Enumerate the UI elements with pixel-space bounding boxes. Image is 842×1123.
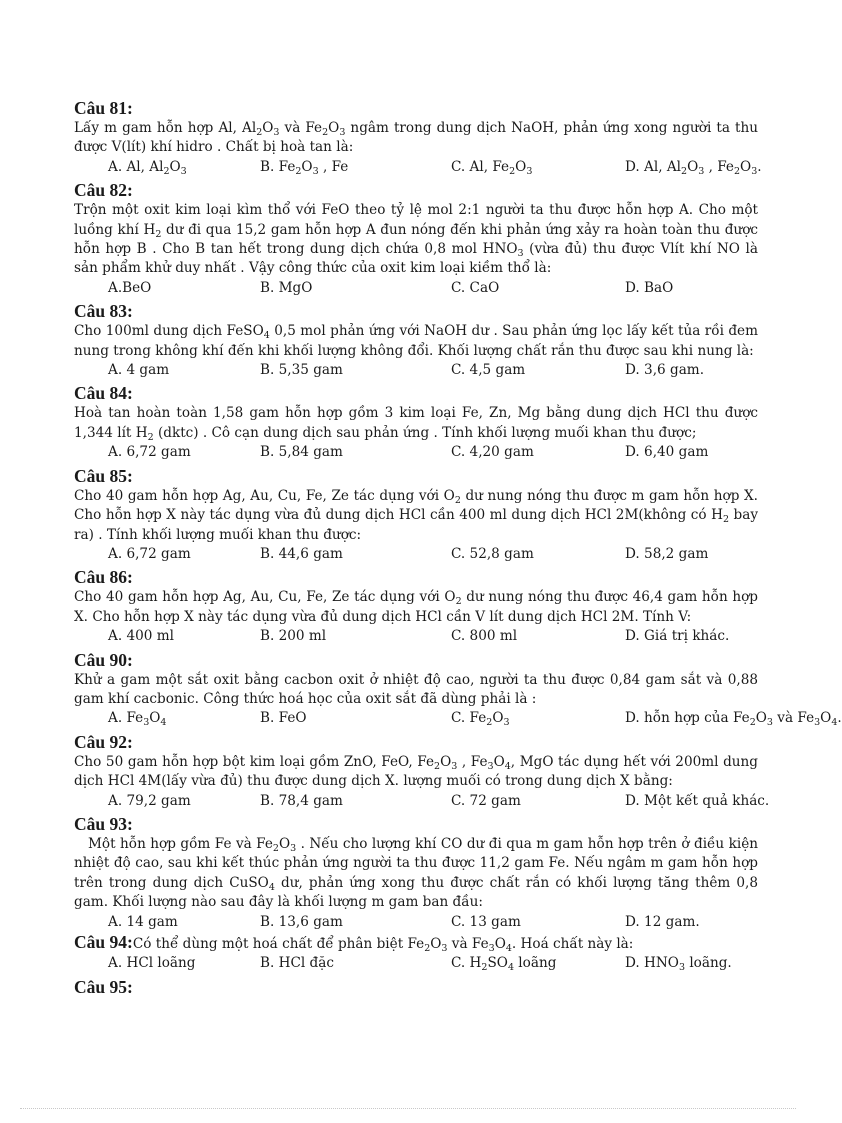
answer-option: B. 5,84 gam — [260, 444, 343, 461]
question-heading: Câu 90: — [74, 649, 133, 670]
answer-option: A. $Fe_3O_4$ — [108, 710, 167, 729]
answer-options — [108, 545, 758, 564]
question-heading: Câu 94: — [74, 932, 133, 952]
answer-option: D. hỗn hợp của $Fe_2O_3$ và $Fe_3O_4$. — [625, 710, 842, 729]
answer-option: A. 4 gam — [108, 362, 170, 379]
answer-option: D. 12 gam. — [625, 913, 700, 930]
question-text: Có thể dùng một hoá chất để phân biệt $Fe_2O_3$ và $Fe_3O_4$. Hoá chất này là: — [132, 936, 634, 954]
answer-option: D. Al, $Al_2O_3$ , $Fe_2O_3$. — [625, 158, 762, 177]
answer-option: C. 13 gam — [451, 913, 521, 930]
answer-option: B. 5,35 gam — [260, 362, 343, 379]
answer-options — [108, 443, 758, 462]
page-bottom-rule — [20, 1108, 796, 1109]
question-85 — [74, 466, 758, 565]
answer-option: B. FeO — [260, 710, 307, 727]
question-84 — [74, 383, 758, 462]
question-92 — [74, 731, 770, 811]
answer-option: D. BaO — [625, 279, 674, 296]
question-86 — [74, 567, 758, 646]
question-text: Cho 100ml dung dịch FeSO$_4$ 0,5 mol phản ứng với NaOH dư . Sau phản ứng lọc lấy kết tủa rồi đem nung trong không khí đến khi khối lượng không đổi. Khối lượng chất rắn thu được sau khi nung là: — [74, 323, 758, 359]
question-text: Một hỗn hợp gồm Fe và $Fe_2O_3$ . Nếu cho lượng khí CO dư đi qua m gam hỗn hợp trên ở điều kiện nhiệt độ cao, sau khi kết thúc phản ứng người ta thu được 11,2 gam Fe. Nếu ngâm m gam hỗn hợp trên trong dung dịch CuSO$_4$ dư, phản ứng xong thu được chất rắn có khối lượng tăng thêm 0,8 gam. Khối lượng nào sau đây là khối lượng m gam ban đầu: — [74, 835, 759, 911]
question-95 — [74, 977, 758, 998]
question-82 — [74, 180, 758, 298]
answer-option: C. $Fe_2O_3$ — [451, 710, 510, 729]
answer-option: A. 6,72 gam — [108, 444, 191, 461]
question-heading: Câu 82: — [74, 180, 133, 201]
answer-option: D. 6,40 gam — [625, 444, 709, 461]
question-text: Cho 50 gam hỗn hợp bột kim loại gồm ZnO, FeO, $Fe_2O_3$ , $Fe_3O_4$, MgO tác dụng hết với 200ml dung dịch HCl 4M(lấy vừa đủ) thu được dung dịch X. lượng muối có trong dung dịch X bằng: — [74, 753, 758, 790]
answer-option: D. $HNO_3$ loãng. — [625, 955, 732, 974]
answer-option: D. 3,6 gam. — [625, 362, 705, 379]
answer-option: B. MgO — [260, 279, 313, 296]
answer-option: C. 4,20 gam — [451, 444, 534, 461]
answer-options — [108, 361, 758, 380]
answer-option: A. 400 ml — [108, 628, 174, 645]
answer-option: B. HCl đặc — [260, 955, 334, 972]
answer-options — [108, 792, 770, 811]
question-heading: Câu 83: — [74, 301, 133, 322]
answer-option: C. 72 gam — [451, 792, 521, 809]
answer-option: A.BeO — [108, 279, 152, 296]
answer-options — [108, 913, 758, 932]
question-heading: Câu 93: — [74, 813, 133, 834]
answer-options — [108, 954, 758, 973]
answer-option: A. 79,2 gam — [108, 792, 191, 809]
question-heading: Câu 85: — [74, 465, 133, 486]
answer-option: C. CaO — [451, 279, 500, 296]
question-text: Hoà tan hoàn toàn 1,58 gam hỗn hợp gồm 3 kim loại Fe, Zn, Mg bằng dung dịch HCl thu được 1,344 lít $H_2$ (dktc) . Cô cạn dung dịch sau phản ứng . Tính khối lượng muối khan thu được; — [74, 405, 758, 443]
answer-option: D. Giá trị khác. — [625, 628, 730, 645]
answer-option: D. Một kết quả khác. — [625, 792, 770, 809]
question-90 — [74, 649, 842, 729]
answer-option: C. 800 ml — [451, 628, 518, 645]
question-heading: Câu 95: — [74, 976, 133, 997]
question-94 — [74, 932, 758, 974]
answer-option: A. Al, $Al_2O_3$ — [108, 158, 187, 177]
answer-options — [108, 279, 758, 298]
question-81 — [74, 98, 762, 177]
question-text: Cho 40 gam hỗn hợp Ag, Au, Cu, Fe, Ze tác dụng với $O_2$ dư nung nóng thu được m gam hỗn hợp X. Cho hỗn hợp X này tác dụng vừa đủ dung dịch HCl cần 400 ml dung dịch HCl 2M(không có $H_2$ bay ra) . Tính khối lượng muối khan thu được: — [74, 487, 758, 543]
answer-option: A. HCl loãng — [108, 955, 196, 972]
answer-option: B. 44,6 gam — [260, 545, 343, 562]
question-text: Trộn một oxit kim loại kìm thổ với FeO theo tỷ lệ mol 2:1 người ta thu được hỗn hợp A. Cho một luồng khí $H_2$ dư đi qua 15,2 gam hỗn hợp A đun nóng đến khi phản ứng xảy ra hoàn toàn thu được hỗn hợp B . Cho B tan hết trong dung dịch chứa 0,8 mol $HNO_3$ (vừa đủ) thu được Vlít khí NO là sản phẩm khử duy nhất . Vậy công thức của oxit kim loại kiềm thổ là: — [74, 202, 759, 277]
answer-options — [108, 709, 842, 729]
question-text: Lấy m gam hỗn hợp Al, $Al_2O_3$ và $Fe_2O_3$ ngâm trong dung dịch NaOH, phản ứng xong người ta thu được V(lít) khí hidro . Chất bị hoà tan là: — [74, 120, 758, 156]
answer-option: A. 14 gam — [108, 913, 178, 930]
answer-option: B. 78,4 gam — [260, 792, 343, 809]
question-93 — [74, 814, 758, 932]
question-list — [74, 95, 842, 998]
question-text: Khử a gam một sắt oxit bằng cacbon oxit ở nhiệt độ cao, người ta thu được 0,84 gam sắt và 0,88 gam khí cacbonic. Công thức hoá học của oxit sắt đã dùng phải là : — [74, 671, 758, 707]
question-83 — [74, 301, 758, 380]
question-heading: Câu 92: — [74, 731, 133, 752]
answer-option: B. 13,6 gam — [260, 913, 343, 930]
question-heading: Câu 84: — [74, 383, 133, 404]
answer-options — [108, 158, 762, 177]
answer-option: C. 4,5 gam — [451, 362, 526, 379]
answer-option: C. Al, $Fe_2O_3$ — [451, 158, 533, 177]
question-text: Cho 40 gam hỗn hợp Ag, Au, Cu, Fe, Ze tác dụng với $O_2$ dư nung nóng thu được 46,4 gam hỗn hợp X. Cho hỗn hợp X này tác dụng vừa đủ dung dịch HCl cần V lít dung dịch HCl 2M. Tính V: — [74, 589, 759, 625]
answer-option: C. $H_2SO_4$ loãng — [451, 955, 557, 974]
question-heading: Câu 86: — [74, 567, 133, 588]
answer-option: C. 52,8 gam — [451, 545, 534, 562]
answer-option: B. $Fe_2O_3$ , Fe — [260, 158, 349, 177]
answer-option: A. 6,72 gam — [108, 545, 191, 562]
answer-option: D. 58,2 gam — [625, 545, 709, 562]
answer-option: B. 200 ml — [260, 628, 327, 645]
question-heading: Câu 81: — [74, 98, 133, 118]
answer-options — [108, 627, 758, 646]
